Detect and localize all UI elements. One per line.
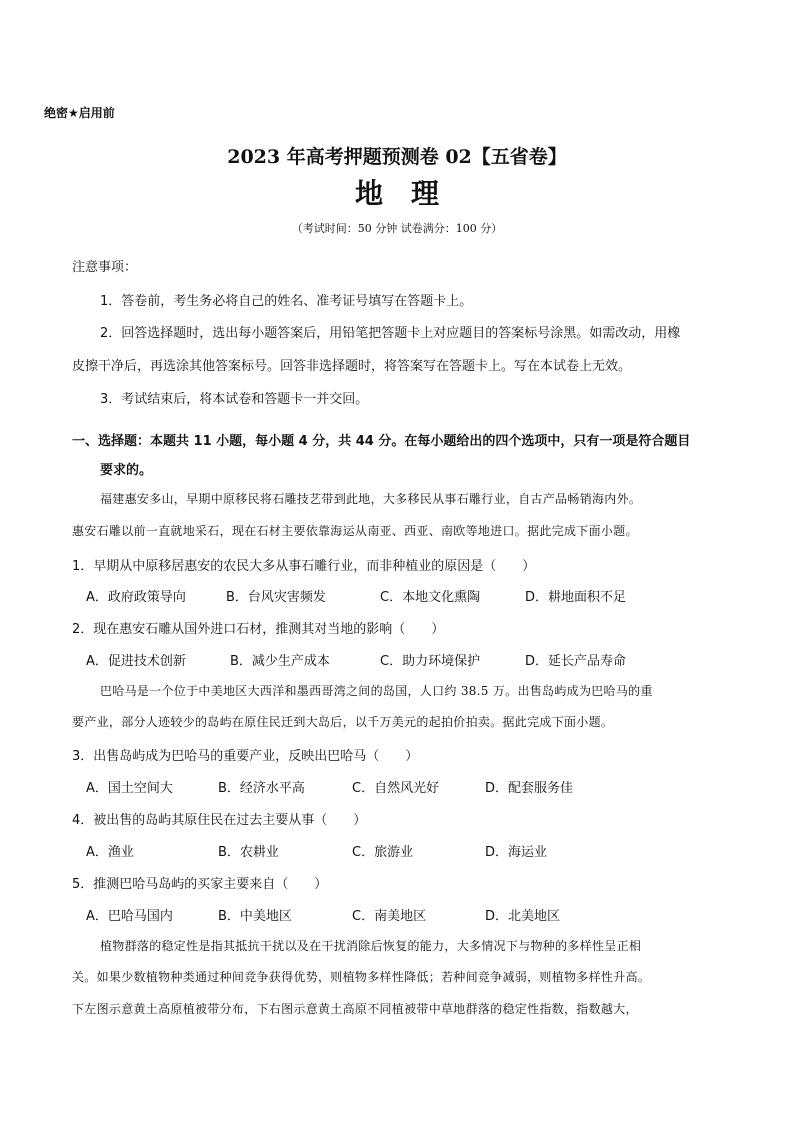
question-stem: 4．被出售的岛屿其原住民在过去主要从事（ ） (72, 813, 367, 828)
passage-line: 要产业，部分人迹较少的岛屿在原住民迁到大岛后，以千万美元的起拍价拍卖。据此完成下面小题。 (72, 715, 614, 729)
option-d: D．北美地区 (485, 909, 561, 924)
notice-heading: 注意事项： (72, 260, 138, 275)
question-stem: 5．推测巴哈马岛屿的买家主要来自（ ） (72, 877, 328, 892)
exam-info: （考试时间：50 分钟 试卷满分：100 分） (291, 222, 503, 235)
option-a: A．巴哈马国内 (86, 909, 173, 924)
option-d: D．海运业 (485, 845, 548, 860)
passage-line: 植物群落的稳定性是指其抵抗干扰以及在干扰消除后恢复的能力，大多情况下与物种的多样性呈正相 (100, 939, 642, 953)
passage-line: 惠安石雕以前一直就地采石，现在石材主要依靠海运从南亚、西亚、南欧等地进口。据此完成下面小题。 (72, 524, 638, 538)
option-c: C．本地文化熏陶 (380, 590, 481, 605)
option-d: D．配套服务佳 (485, 781, 574, 796)
option-d: D．延长产品寿命 (525, 654, 627, 669)
passage-line: 福建惠安多山，早期中原移民将石雕技艺带到此地，大多移民从事石雕行业，自古产品畅销海内外。 (100, 492, 642, 506)
option-a: A．促进技术创新 (86, 654, 186, 669)
option-c: C．南美地区 (352, 909, 427, 924)
option-c: C．助力环境保护 (380, 654, 481, 669)
section-heading: 一、选择题：本题共 11 小题，每小题 4 分，共 44 分。在每小题给出的四个选项中，只有一项是符合题目 (72, 434, 691, 449)
passage-line: 下左图示意黄土高原植被带分布，下右图示意黄土高原不同植被带中草地群落的稳定性指数，指数越大， (72, 1002, 638, 1016)
option-a: A．渔业 (86, 845, 134, 860)
notice-item: 1．答卷前，考生务必将自己的姓名、准考证号填写在答题卡上。 (100, 294, 473, 309)
option-b: B．中美地区 (218, 909, 292, 924)
notice-item: 2．回答选择题时，选出每小题答案后，用铅笔把答题卡上对应题目的答案标号涂黑。如需改动，用橡 (100, 326, 681, 341)
option-d: D．耕地面积不足 (525, 590, 627, 605)
notice-item: 皮擦干净后，再选涂其他答案标号。回答非选择题时，将答案写在答题卡上。写在本试卷上无效。 (72, 359, 632, 374)
option-b: B．减少生产成本 (230, 654, 330, 669)
subject-title: 地理 (354, 177, 467, 210)
passage-line: 关。如果少数植物种类通过种间竞争获得优势，则植物多样性降低；若种间竞争减弱，则植物多样性升高。 (72, 970, 651, 984)
option-c: C．旅游业 (352, 845, 414, 860)
option-c: C．自然风光好 (352, 781, 440, 796)
option-a: A．政府政策导向 (86, 590, 186, 605)
option-b: B．农耕业 (218, 845, 279, 860)
section-heading: 要求的。 (100, 463, 153, 478)
notice-item: 3．考试结束后，将本试卷和答题卡一并交回。 (100, 392, 369, 407)
exam-title: 2023 年高考押题预测卷 02【五省卷】 (227, 146, 567, 168)
option-b: B．经济水平高 (218, 781, 305, 796)
secret-label: 绝密★启用前 (44, 106, 115, 120)
passage-line: 巴哈马是一个位于中美地区大西洋和墨西哥湾之间的岛国，人口约 38.5 万。出售岛屿成为巴哈马的重 (100, 684, 653, 698)
question-stem: 3．出售岛屿成为巴哈马的重要产业，反映出巴哈马（ ） (72, 749, 419, 764)
option-a: A．国土空间大 (86, 781, 173, 796)
option-b: B．台风灾害频发 (226, 590, 326, 605)
question-stem: 1．早期从中原移居惠安的农民大多从事石雕行业，而非种植业的原因是（ ） (72, 559, 536, 574)
question-stem: 2．现在惠安石雕从国外进口石材，推测其对当地的影响（ ） (72, 622, 445, 637)
